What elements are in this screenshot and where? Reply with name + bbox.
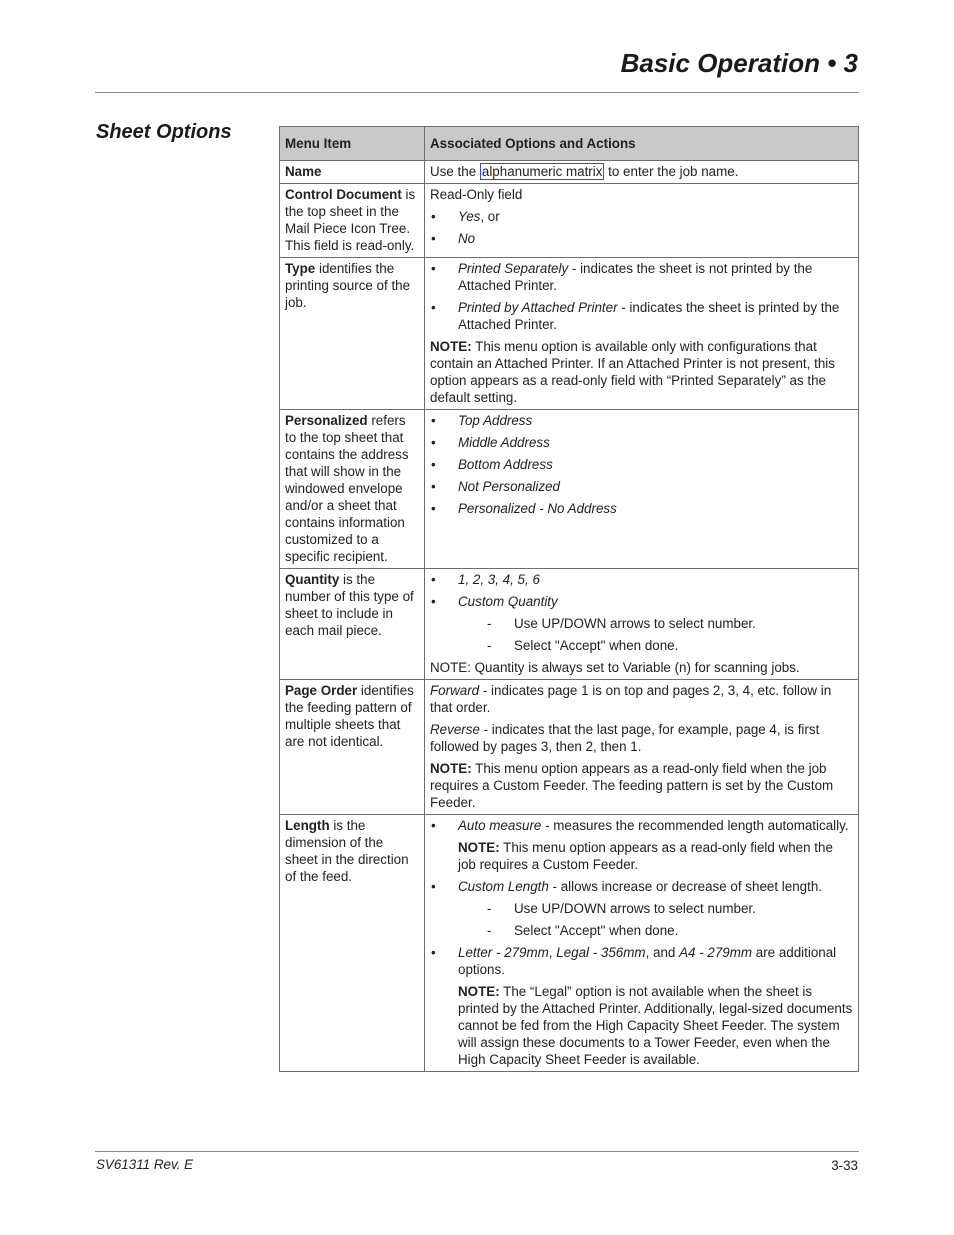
options-cell (425, 410, 859, 569)
table-header-row (280, 127, 859, 161)
option-legal: Legal - 356mm (556, 945, 646, 960)
control-intro: Read-Only field (430, 187, 523, 202)
sub-list (458, 615, 853, 654)
note-text: This menu option appears as a read-only field when the job requires a Custom Feeder. The feeding pattern is set by the Custom Feeder. (430, 761, 834, 810)
menu-item-desc: identifies the printing source of the job. (285, 261, 411, 310)
menu-item-cell (280, 815, 425, 1072)
option-custom-quantity: Custom Quantity (458, 594, 558, 609)
option-letter: Letter - 279mm (458, 945, 549, 960)
option-a4: A4 - 279mm (679, 945, 753, 960)
list-item (430, 478, 853, 495)
menu-item-name: Name (285, 164, 322, 179)
header-associated-options: Associated Options and Actions (425, 127, 859, 161)
option-text: Middle Address (458, 435, 550, 450)
option-yes: Yes (458, 209, 481, 224)
option-printed-by-attached-printer: Printed by Attached Printer (458, 300, 618, 315)
option-desc: - indicates the sheet is not printed by the Attached Printer. (458, 261, 813, 293)
table-row-control-document (280, 184, 859, 258)
chapter-title: Basic Operation • 3 (620, 48, 858, 78)
list-item (430, 412, 853, 429)
list-item (430, 208, 853, 225)
menu-item-cell (280, 161, 425, 184)
type-options-list (430, 260, 853, 333)
option-desc: are additional options. (458, 945, 837, 977)
options-cell (425, 815, 859, 1072)
menu-item-personalized: Personalized (285, 413, 368, 428)
list-item (430, 456, 853, 473)
reverse-paragraph (430, 721, 853, 755)
sub-list-item: - Use UP/DOWN arrows to select number. (458, 615, 853, 632)
option-text: Not Personalized (458, 479, 560, 494)
name-text-before: Use the (430, 164, 480, 179)
menu-item-page-order: Page Order (285, 683, 358, 698)
separator: , and (645, 945, 680, 960)
list-item (430, 230, 853, 247)
option-no: No (458, 231, 476, 246)
table-row-length (280, 815, 859, 1072)
list-item (430, 944, 853, 1068)
list-item (430, 260, 853, 294)
header-rule (95, 92, 859, 93)
page-order-note (430, 760, 853, 811)
option-printed-separately: Printed Separately (458, 261, 569, 276)
options-cell (425, 680, 859, 815)
table-row-personalized (280, 410, 859, 569)
table-row-type (280, 258, 859, 410)
list-item (430, 593, 853, 654)
option-desc: - indicates the sheet is printed by the Attached Printer. (458, 300, 840, 332)
menu-item-desc: is the number of this type of sheet to include in each mail piece. (285, 572, 414, 638)
type-note (430, 338, 853, 406)
list-item (430, 434, 853, 451)
footer-doc-id: SV61311 Rev. E (96, 1157, 194, 1172)
sub-list-item: - Select "Accept" when done. (458, 922, 853, 939)
menu-item-cell (280, 410, 425, 569)
sub-list (458, 900, 853, 939)
sheet-options-table (279, 126, 859, 1072)
note-text: This menu option appears as a read-only field when the job requires a Custom Feeder. (458, 840, 833, 872)
menu-item-cell (280, 258, 425, 410)
note-label: NOTE: (458, 984, 500, 999)
list-item (430, 571, 853, 588)
option-text: 1, 2, 3, 4, 5, 6 (458, 572, 540, 587)
option-desc: - allows increase or decrease of sheet length. (548, 879, 822, 894)
option-text: Bottom Address (458, 457, 553, 472)
note-text: This menu option is available only with configurations that contain an Attached Printer. If an Attached Printer is not present, this option appears as a read-only field with “Printed Separately” as the default setting. (430, 339, 835, 405)
control-options-list (430, 208, 853, 247)
options-cell (425, 569, 859, 680)
menu-item-type: Type (285, 261, 316, 276)
note-label: NOTE: (430, 339, 472, 354)
menu-item-quantity: Quantity (285, 572, 340, 587)
table-row-quantity (280, 569, 859, 680)
list-item (430, 500, 853, 517)
options-cell (425, 184, 859, 258)
list-item (430, 817, 853, 873)
sub-list-item: - Select "Accept" when done. (458, 637, 853, 654)
list-item (430, 878, 853, 939)
table-row-page-order (280, 680, 859, 815)
menu-item-cell (280, 569, 425, 680)
menu-item-length: Length (285, 818, 330, 833)
personalized-options-list (430, 412, 853, 517)
menu-item-cell (280, 184, 425, 258)
option-desc: - indicates that the last page, for example, page 4, is first followed by pages 3, then 2, then 1. (430, 722, 820, 754)
table-row-name (280, 161, 859, 184)
option-desc: - indicates page 1 is on top and pages 2, 3, 4, etc. follow in that order. (430, 683, 832, 715)
alphanumeric-matrix-link[interactable]: alphanumeric matrix (481, 164, 603, 179)
note-label: NOTE: (458, 840, 500, 855)
menu-item-desc: is the dimension of the sheet in the direction of the feed. (285, 818, 409, 884)
menu-item-control-document: Control Document (285, 187, 402, 202)
footer-page-number: 3-33 (831, 1158, 858, 1173)
header-menu-item: Menu Item (280, 127, 425, 161)
option-custom-length: Custom Length (458, 879, 549, 894)
quantity-note: NOTE: Quantity is always set to Variable (n) for scanning jobs. (430, 660, 800, 675)
section-title: Sheet Options (96, 121, 232, 143)
name-text-after: to enter the job name. (604, 164, 739, 179)
auto-measure-note (458, 839, 853, 873)
option-reverse: Reverse (430, 722, 480, 737)
option-text: Personalized - No Address (458, 501, 617, 516)
menu-item-desc: is the top sheet in the Mail Piece Icon Tree. This field is read-only. (285, 187, 416, 253)
list-item (430, 299, 853, 333)
note-label: NOTE: (430, 761, 472, 776)
menu-item-desc: identifies the feeding pattern of multiple sheets that are not identical. (285, 683, 414, 749)
option-desc: - measures the recommended length automatically. (541, 818, 849, 833)
option-text: Top Address (458, 413, 533, 428)
separator: , (548, 945, 557, 960)
options-cell (425, 258, 859, 410)
options-cell (425, 161, 859, 184)
option-suffix: , or (480, 209, 500, 224)
option-auto-measure: Auto measure (458, 818, 542, 833)
footer-rule (95, 1151, 859, 1152)
quantity-options-list (430, 571, 853, 654)
forward-paragraph (430, 682, 853, 716)
legal-note (458, 983, 853, 1068)
sub-list-item: - Use UP/DOWN arrows to select number. (458, 900, 853, 917)
note-text: The “Legal” option is not available when the sheet is printed by the Attached Printer. Additionally, legal-sized documents cannot be fed from the High Capacity Sheet Feeder. The system will assign these documents to a Tower Feeder, even when the High Capacity Sheet Feeder is available. (458, 984, 853, 1067)
menu-item-cell (280, 680, 425, 815)
menu-item-desc: refers to the top sheet that contains the address that will show in the windowed envelope and/or a sheet that contains information customized to a specific recipient. (285, 413, 409, 564)
option-forward: Forward (430, 683, 480, 698)
length-options-list (430, 817, 853, 1068)
